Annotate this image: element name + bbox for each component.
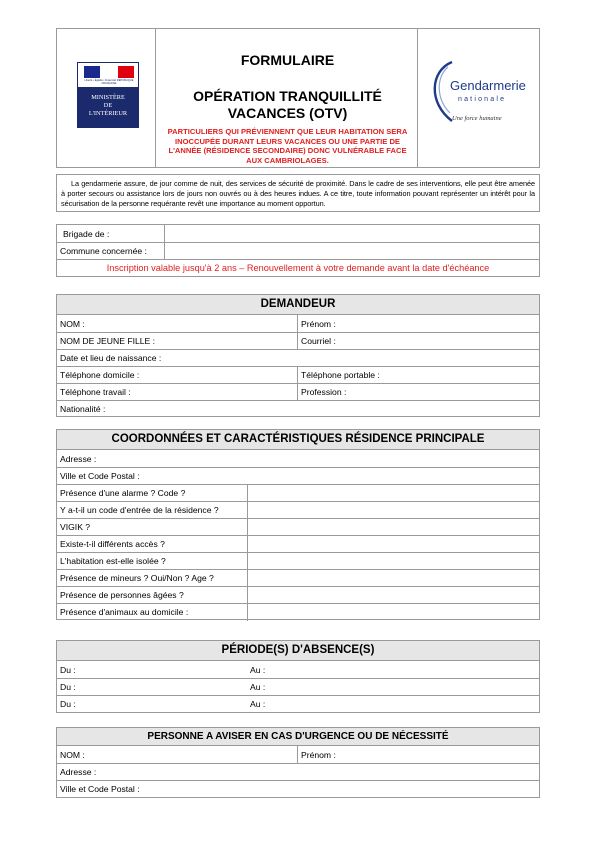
question-label: Existe-t-il différents accès ? (60, 539, 165, 549)
du-label: Du : (60, 665, 76, 675)
warning-text (156, 127, 419, 165)
question-label: Présence de personnes âgées ? (60, 590, 184, 600)
header-gendarmerie-cell (417, 28, 540, 168)
question-label: Présence d'une alarme ? Code ? (60, 488, 186, 498)
adresse-label: Adresse : (60, 454, 97, 464)
au-label: Au : (250, 682, 266, 692)
demandeur-title: DEMANDEUR (57, 295, 539, 315)
profession-label: Profession : (301, 387, 347, 397)
courriel-label: Courriel : (301, 336, 336, 346)
ministere-logo (77, 62, 139, 128)
tel-portable-label: Téléphone portable : (301, 370, 380, 380)
residence-title: COORDONNÉES ET CARACTÉRISTIQUES RÉSIDENCE PRINCIPALE (57, 430, 539, 450)
republic-motto: Liberté • Égalité • Fraternité RÉPUBLIQUE FRANÇAISE (84, 79, 134, 85)
question-label: Y a-t-il un code d'entrée de la résidence ? (60, 505, 219, 515)
validity-notice: Inscription valable jusqu'à 2 ans – Renouvellement à votre demande avant la date d'échéance (106, 263, 490, 273)
periode-title: PÉRIODE(S) D'ABSENCE(S) (57, 641, 539, 661)
flag-marianne-icon (84, 66, 134, 78)
brigade-block (56, 224, 540, 277)
residence-section (56, 429, 540, 620)
naissance-label: Date et lieu de naissance : (60, 353, 162, 363)
ministry-line-3: L'INTÉRIEUR (88, 110, 128, 117)
nom-label: NOM : (60, 319, 85, 329)
urgence-title: PERSONNE A AVISER EN CAS D'URGENCE OU DE NÉCESSITÉ (57, 728, 539, 746)
question-label: L'habitation est-elle isolée ? (60, 556, 166, 566)
au-label: Au : (250, 699, 266, 709)
question-label: Présence de mineurs ? Oui/Non ? Age ? (60, 573, 214, 583)
au-label: Au : (250, 665, 266, 675)
urgence-adresse-label: Adresse : (60, 767, 97, 777)
republique-francaise-logo (77, 62, 139, 88)
urgence-section (56, 727, 540, 798)
nationalite-label: Nationalité : (60, 404, 106, 414)
brigade-field[interactable] (165, 225, 539, 242)
demandeur-section (56, 294, 540, 417)
form-subtitle-line-1: OPÉRATION TRANQUILLITÉ (193, 88, 382, 104)
header-logo-cell (56, 28, 156, 168)
du-label: Du : (60, 699, 76, 709)
ministry-name (77, 94, 139, 118)
gendarmerie-sub: nationale (458, 96, 507, 103)
form-subtitle (156, 88, 419, 122)
prenom-label: Prénom : (301, 319, 336, 329)
question-label: VIGIK ? (60, 522, 91, 532)
tel-domicile-label: Téléphone domicile : (60, 370, 140, 380)
ministry-line-2: DE (103, 102, 113, 109)
commune-label: Commune concernée : (60, 246, 147, 256)
intro-text: La gendarmerie assure, de jour comme de nuit, des services de sécurité de proximité. Dans le cadre de ses interventions, elle peut être amenée à porter secours ou assistance lors de jours non ouvrés ou à des heures indues. A ce titre, toute information pouvant représenter un intérêt pour la sécurisation de la personne requérante revêt une importance au moment opportun. (61, 179, 535, 208)
header-title-cell (155, 28, 418, 168)
warning-line: INOCCUPÉE DURANT LEURS VACANCES OU UNE PARTIE DE (174, 136, 401, 146)
urgence-prenom-label: Prénom : (301, 750, 336, 760)
ville-label: Ville et Code Postal : (60, 471, 140, 481)
ministry-line-1: MINISTÈRE (91, 94, 125, 101)
question-label: Présence d'animaux au domicile : (60, 607, 189, 617)
form-title: FORMULAIRE (240, 52, 335, 68)
form-subtitle-line-2: VACANCES (OTV) (227, 105, 348, 121)
warning-line: PARTICULIERS QUI PRÉVIENNENT QUE LEUR HABITATION SERA (167, 127, 408, 136)
tel-travail-label: Téléphone travail : (60, 387, 131, 397)
brigade-label: Brigade de : (63, 229, 110, 239)
warning-line: AUX CAMBRIOLAGES. (246, 155, 329, 165)
gendarmerie-logo (426, 59, 536, 129)
intro-box (56, 174, 540, 212)
urgence-nom-label: NOM : (60, 750, 85, 760)
nom-jeune-fille-label: NOM DE JEUNE FILLE : (60, 336, 156, 346)
du-label: Du : (60, 682, 76, 692)
warning-line: L'ANNÉE (RÉSIDENCE SECONDAIRE) DONC VULNÉRABLE FACE (168, 146, 407, 155)
gendarmerie-name: Gendarmerie (450, 78, 526, 93)
urgence-ville-label: Ville et Code Postal : (60, 784, 140, 794)
gendarmerie-motto: Une force humaine (452, 115, 502, 122)
periode-section (56, 640, 540, 713)
commune-field[interactable] (165, 242, 539, 259)
